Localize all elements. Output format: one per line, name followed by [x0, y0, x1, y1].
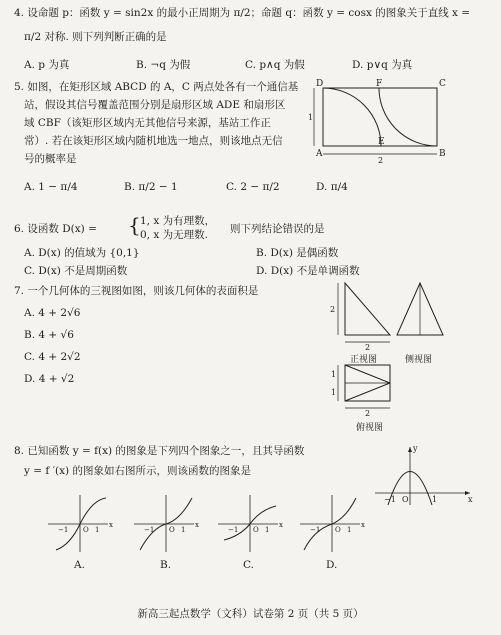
q5-stem-line1: 5. 如图，在矩形区域 ABCD 的 A，C 两点处各有一个通信基 — [14, 81, 299, 93]
q8-stem-line2: y = f ′(x) 的图象如右图所示，则该函数的图象是 — [24, 465, 251, 477]
q8-a-x: x — [109, 521, 113, 529]
q8-c-one: 1 — [265, 526, 270, 534]
q5-label-a: A — [316, 149, 323, 159]
q8-d-x: x — [361, 521, 365, 529]
q5-dim-side: 1 — [308, 113, 314, 122]
q8-d-one: 1 — [347, 526, 352, 534]
q5-stem-line2: 站，假设其信号覆盖范围分别是扇形区域 ADE 和扇形区 — [24, 99, 286, 111]
q7-option-d: D. 4 + √2 — [24, 373, 75, 385]
q5-label-e: E — [378, 137, 385, 147]
q7-caption-top: 俯视图 — [356, 423, 384, 433]
q8-c-origin: O — [253, 526, 259, 534]
q4-option-a: A. p 为真 — [24, 59, 70, 71]
q7-front-dim: 2 — [365, 343, 371, 352]
q8-option-a-label: A. — [74, 559, 85, 571]
q8-b-origin: O — [169, 526, 175, 534]
q5-stem-line5: 号的概率是 — [24, 153, 77, 165]
q8-deriv-origin: O — [402, 495, 409, 504]
q6-brace: { — [128, 213, 141, 237]
q8-b-x: x — [195, 521, 199, 529]
q8-stem-line1: 8. 已知函数 y = f(x) 的图象是下列四个图象之一，且其导函数 — [14, 445, 305, 457]
q8-d-origin: O — [335, 526, 341, 534]
q7-caption-front: 正视图 — [350, 355, 378, 365]
q5-option-b: B. π/2 − 1 — [124, 181, 178, 193]
q5-label-c: C — [439, 79, 446, 89]
q6-case-irrational: 0, x 为无理数. — [140, 229, 208, 241]
q5-label-b: B — [439, 149, 446, 159]
q7-top-dim: 2 — [365, 409, 371, 418]
q8-option-c-label: C. — [243, 559, 254, 571]
q7-option-a: A. 4 + 2√6 — [24, 307, 81, 319]
q8-a-origin: O — [83, 526, 89, 534]
q6-stem-tail: 则下列结论错误的是 — [230, 223, 325, 235]
q8-graph-c — [218, 495, 283, 552]
q8-deriv-neg1: −1 — [384, 495, 396, 504]
q4-stem-line2: π/2 对称. 则下列判断正确的是 — [24, 31, 167, 43]
q4-option-c: C. p∧q 为假 — [245, 59, 305, 71]
page-footer: 新高三起点数学（文科）试卷第 2 页（共 5 页） — [137, 608, 364, 620]
q5-option-c: C. 2 − π/2 — [226, 181, 280, 193]
q8-a-one: 1 — [95, 526, 100, 534]
q6-option-c: C. D(x) 不是周期函数 — [24, 265, 128, 277]
q8-c-x: x — [279, 521, 283, 529]
q5-label-f: F — [376, 79, 383, 89]
q8-a-neg1: −1 — [58, 526, 69, 534]
q5-option-a: A. 1 − π/4 — [24, 181, 78, 193]
q7-caption-side: 侧视图 — [405, 355, 433, 365]
q4-option-d: D. p∨q 为真 — [352, 59, 413, 71]
q7-top-dim-1a: 1 — [331, 370, 337, 379]
q8-graph-a — [48, 495, 113, 552]
q7-front-height: 2 — [330, 305, 336, 314]
q8-deriv-y: y — [413, 444, 418, 453]
q7-top-dim-1b: 1 — [331, 388, 337, 397]
q4-option-b: B. ¬q 为假 — [136, 59, 191, 71]
q8-b-neg1: −1 — [144, 526, 155, 534]
q5-stem-line3: 域 CBF（该矩形区域内无其他信号来源，基站工作正 — [24, 117, 271, 129]
q8-deriv-x: x — [468, 495, 473, 504]
q6-case-rational: 1, x 为有理数， — [140, 215, 216, 227]
q8-graph-d — [300, 495, 365, 552]
q8-graph-b — [134, 495, 199, 552]
q7-option-c: C. 4 + 2√2 — [24, 351, 81, 363]
q6-option-b: B. D(x) 是偶函数 — [256, 247, 339, 259]
q5-stem-line4: 常）. 若在该矩形区域内随机地选一地点，则该地点无信 — [24, 135, 283, 147]
q8-d-neg1: −1 — [310, 526, 321, 534]
q8-deriv-one: 1 — [432, 495, 438, 504]
q8-option-b-label: B. — [160, 559, 172, 571]
q6-stem-lead: 6. 设函数 D(x) = — [14, 223, 97, 235]
q8-c-neg1: −1 — [228, 526, 239, 534]
q6-option-a: A. D(x) 的值域为 {0,1} — [24, 247, 140, 259]
q7-stem: 7. 一个几何体的三视图如图，则该几何体的表面积是 — [14, 285, 259, 297]
q5-option-d: D. π/4 — [316, 181, 348, 193]
q5-dim-bottom: 2 — [378, 156, 384, 165]
q4-stem-line1: 4. 设命题 p：函数 y = sin2x 的最小正周期为 π/2；命题 q：函数 y = cosx 的图象关于直线 x = — [14, 7, 471, 19]
q8-option-d-label: D. — [326, 559, 338, 571]
q7-option-b: B. 4 + √6 — [24, 329, 74, 341]
q8-b-one: 1 — [181, 526, 186, 534]
q5-label-d: D — [316, 79, 324, 89]
q6-option-d: D. D(x) 不是单调函数 — [256, 265, 360, 277]
